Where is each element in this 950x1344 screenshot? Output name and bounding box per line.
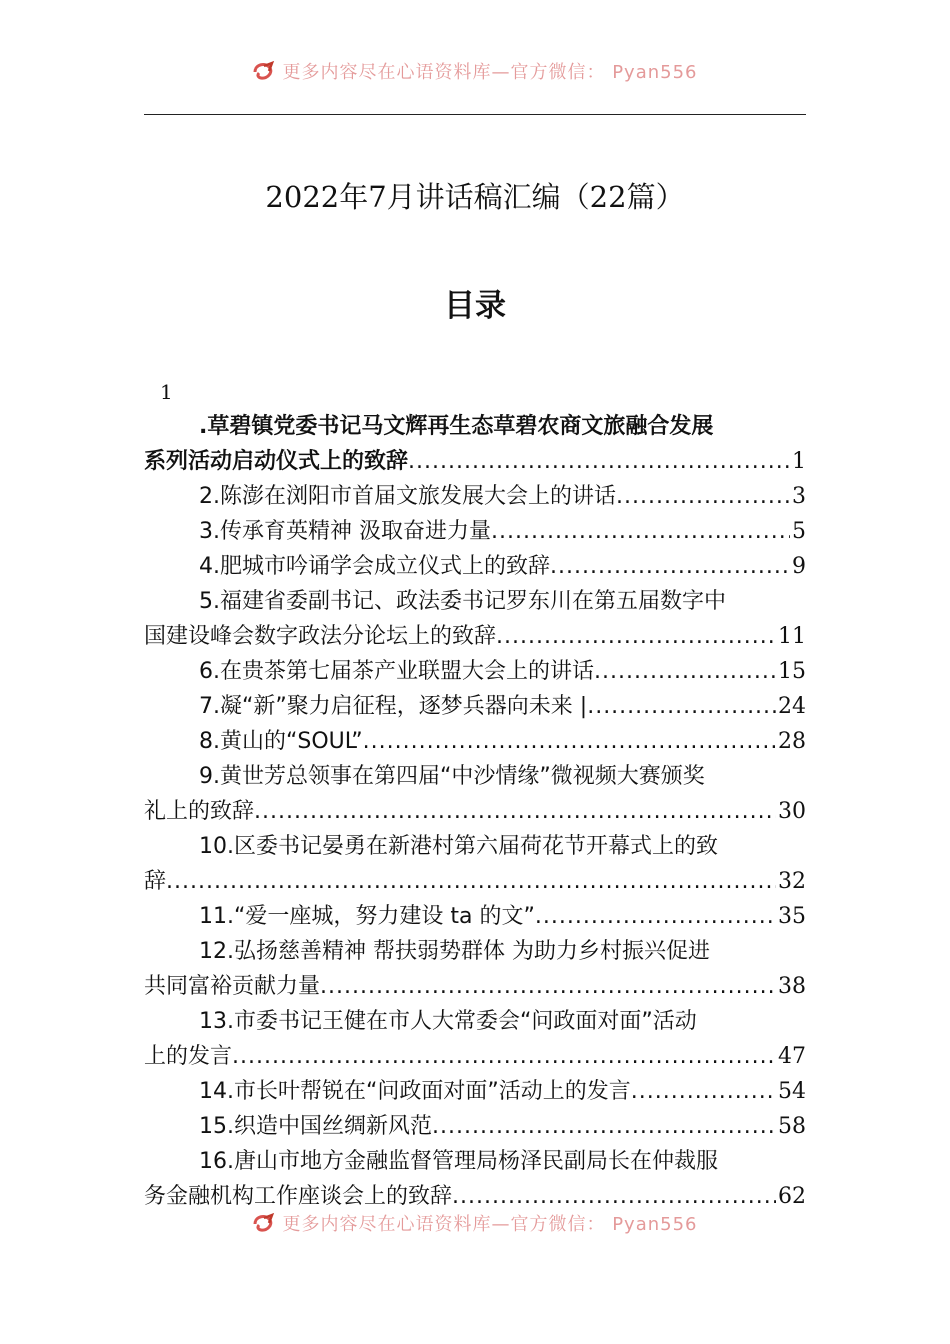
toc-entry-number: 12. [199,939,234,964]
toc-entries [144,409,806,1214]
toc-entry-title: 弘扬慈善精神 帮扶弱势群体 为助力乡村振兴促进 [234,939,710,964]
toc-first-number: 1 [160,380,173,404]
toc-dot-leader [594,654,776,689]
toc-entry-number: 9. [199,764,220,789]
toc-dot-leader [320,969,776,1004]
toc-page-number: 30 [778,799,806,824]
toc-entry-title: 市委书记王健在市人大常委会“问政面对面”活动 [234,1009,697,1034]
toc-page-number: 1 [792,449,806,474]
toc-dot-leader [363,724,776,759]
logo-icon [252,1212,278,1239]
toc-entry-title-continued: 国建设峰会数字政法分论坛上的致辞 [144,624,497,649]
toc-entry[interactable] [144,479,806,514]
toc-entry[interactable] [144,689,806,724]
toc-entry-title: 传承育英精神 汲取奋进力量 [220,519,491,544]
toc-page-number: 3 [792,484,806,509]
toc-page-number: 5 [792,519,806,544]
toc-page-number: 35 [778,904,806,929]
table-of-contents [144,375,806,1214]
toc-entry-number: 3. [199,519,220,544]
footer-watermark [0,1210,950,1239]
toc-entry-number: 14. [199,1079,234,1104]
toc-entry-title: 市长叶帮锐在“问政面对面”活动上的发言 [234,1079,631,1104]
toc-dot-leader [232,1039,776,1074]
toc-page-number: 28 [778,729,806,754]
toc-page-number: 11 [778,624,806,649]
toc-entry[interactable] [144,899,806,934]
toc-page-number: 38 [778,974,806,999]
toc-entry-number: 2. [199,484,220,509]
toc-entry[interactable] [144,759,806,829]
toc-entry-title: 肥城市吟诵学会成立仪式上的致辞 [220,554,551,579]
toc-entry-title: 唐山市地方金融监督管理局杨泽民副局长在仲裁服 [234,1149,719,1174]
toc-entry-number: . [199,414,208,439]
toc-entry[interactable] [144,1004,806,1074]
toc-page-number: 62 [778,1184,806,1209]
toc-dot-leader [496,619,776,654]
toc-entry-number: 8. [199,729,220,754]
toc-entry[interactable] [144,1144,806,1214]
toc-entry-title: 黄山的“SOUL” [220,729,363,754]
toc-heading: 目录 [444,288,506,324]
toc-dot-leader [616,479,790,514]
toc-entry-number: 11. [199,904,234,929]
toc-dot-leader [631,1074,776,1109]
toc-dot-leader [535,899,776,934]
toc-entry-title: 陈澎在浏阳市首届文旅发展大会上的讲话 [220,484,617,509]
toc-entry[interactable] [144,1109,806,1144]
toc-dot-leader [452,1179,776,1214]
watermark-text: 更多内容尽在心语资料库—官方微信： Pyan556 [282,62,698,83]
toc-entry-number: 13. [199,1009,234,1034]
toc-entry-title-continued: 系列活动启动仪式上的致辞 [144,449,409,474]
toc-entry-number: 5. [199,589,220,614]
toc-dot-leader [587,689,776,724]
toc-dot-leader [432,1109,776,1144]
toc-entry-number: 6. [199,659,220,684]
header-rule [144,114,806,115]
toc-page-number: 54 [778,1079,806,1104]
toc-page-number: 58 [778,1114,806,1139]
toc-entry-title: 福建省委副书记、政法委书记罗东川在第五届数字中 [220,589,727,614]
header-watermark [0,58,950,87]
toc-entry-title-continued: 礼上的致辞 [144,799,255,824]
watermark-text: 更多内容尽在心语资料库—官方微信： Pyan556 [282,1214,698,1235]
toc-dot-leader [491,514,790,549]
toc-page-number: 32 [778,869,806,894]
toc-entry-title: 草碧镇党委书记马文辉再生态草碧农商文旅融合发展 [207,414,714,439]
toc-entry[interactable] [144,409,806,479]
toc-entry-number: 4. [199,554,220,579]
toc-entry[interactable] [144,654,806,689]
toc-entry[interactable] [144,934,806,1004]
logo-icon [252,60,278,87]
toc-entry-title-continued: 务金融机构工作座谈会上的致辞 [144,1184,453,1209]
toc-entry-title: 黄世芳总领事在第四届“中沙情缘”微视频大赛颁奖 [220,764,705,789]
toc-entry[interactable] [144,549,806,584]
toc-entry-number: 15. [199,1114,234,1139]
toc-entry[interactable] [144,829,806,899]
toc-dot-leader [550,549,790,584]
toc-entry-title: 区委书记晏勇在新港村第六届荷花节开幕式上的致 [234,834,719,859]
toc-entry-number: 16. [199,1149,234,1174]
toc-entry[interactable] [144,724,806,759]
toc-entry-title: “爱一座城，努力建设 ta 的文” [234,904,535,929]
toc-entry-title: 在贵茶第七届茶产业联盟大会上的讲话 [220,659,595,684]
toc-entry[interactable] [144,1074,806,1109]
toc-dot-leader [166,864,776,899]
toc-page-number: 47 [778,1044,806,1069]
toc-entry[interactable] [144,584,806,654]
toc-entry[interactable] [144,514,806,549]
toc-entry-number: 10. [199,834,234,859]
toc-entry-title-continued: 辞 [144,869,167,894]
toc-entry-title: 凝“新”聚力启征程，逐梦兵器向未来 | [220,694,588,719]
toc-dot-leader [408,444,790,479]
toc-page-number: 15 [778,659,806,684]
toc-dot-leader [254,794,776,829]
toc-page-number: 9 [792,554,806,579]
toc-page-number: 24 [778,694,806,719]
toc-entry-number: 7. [199,694,220,719]
toc-entry-title-continued: 共同富裕贡献力量 [144,974,321,999]
toc-entry-title-continued: 上的发言 [144,1044,233,1069]
toc-entry-title: 织造中国丝绸新风范 [234,1114,433,1139]
page-title: 2022年7月讲话稿汇编（22篇） [265,180,685,214]
